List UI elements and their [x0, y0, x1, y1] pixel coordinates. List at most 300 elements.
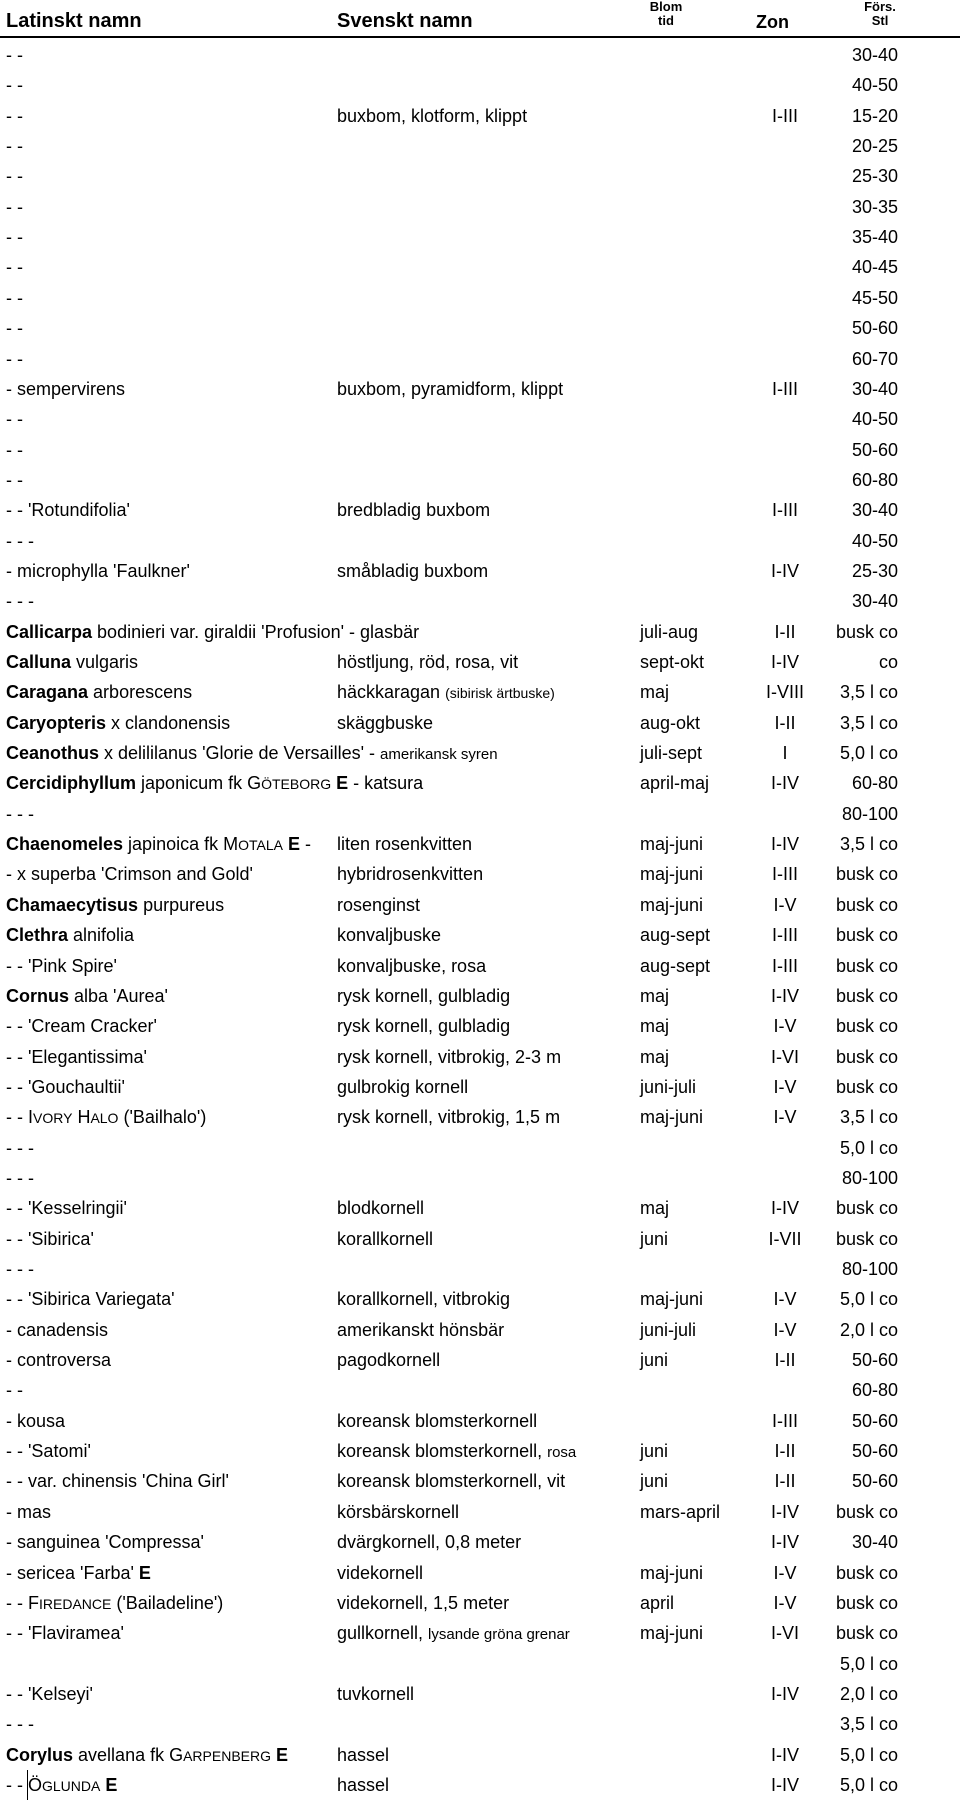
text-segment: - - - — [6, 591, 34, 612]
swedish-name-cell — [337, 1076, 468, 1098]
zone-cell: I-VI — [770, 1046, 799, 1067]
text-segment: - - - — [6, 1167, 34, 1188]
table-row — [0, 1072, 960, 1102]
table-row — [0, 495, 960, 525]
swedish-name-cell — [337, 1197, 424, 1219]
latin-name-cell — [6, 681, 192, 703]
text-segment: tuvkornell — [337, 1683, 415, 1704]
latin-name-cell — [6, 1379, 23, 1401]
size-cell: 40-50 — [851, 530, 898, 551]
size-cell: 3,5 l co — [839, 1714, 898, 1735]
text-segment: alnifolia — [68, 925, 135, 946]
latin-name-cell — [6, 1774, 117, 1797]
swedish-name-cell — [337, 1501, 459, 1523]
text-segment: - canadensis — [6, 1319, 109, 1340]
text-segment: - - 'Kesselringii' — [6, 1198, 127, 1219]
bloom-time-cell: maj — [640, 985, 670, 1006]
text-segment: - katsura — [348, 773, 424, 794]
zone-cell: I-V — [773, 894, 797, 915]
size-cell: busk co — [835, 1562, 898, 1583]
zone-cell: I-IV — [770, 652, 799, 672]
size-cell: 60-80 — [851, 773, 898, 794]
table-row — [0, 1375, 960, 1405]
size-cell: 60-70 — [851, 348, 898, 369]
text-segment: Chamaecytisus — [6, 894, 139, 915]
table-row — [0, 1497, 960, 1527]
table-row — [0, 556, 960, 586]
bloom-time-cell: aug-sept — [640, 955, 711, 976]
table-row — [0, 161, 960, 191]
size-cell: busk co — [835, 1016, 898, 1037]
bloom-time-cell: juni-juli — [640, 1076, 697, 1097]
latin-name-cell — [6, 924, 134, 946]
text-segment: Ceanothus — [6, 743, 100, 764]
zone-cell: I-V — [773, 1562, 797, 1583]
bloom-time-cell: maj — [640, 1016, 670, 1037]
text-segment: hassel — [337, 1774, 390, 1795]
latin-name-cell — [6, 196, 23, 218]
text-segment: hassel — [337, 1744, 390, 1765]
zone-cell: I-III — [772, 378, 798, 399]
text-segment: bodinieri var. giraldii 'Profusion' - glasbär — [92, 621, 420, 642]
text-segment: - - var. chinensis 'China Girl' — [6, 1471, 229, 1492]
text-segment: ÖTEBORG — [261, 776, 332, 793]
text-segment: - - — [6, 287, 23, 308]
text-segment: - - — [6, 105, 23, 126]
latin-name-cell — [6, 1562, 151, 1584]
text-segment: Clethra — [6, 925, 69, 946]
bloom-time-cell: juli-aug — [640, 621, 699, 642]
text-segment: korallkornell — [337, 1228, 434, 1249]
size-cell: busk co — [835, 985, 898, 1006]
text-segment: - - — [6, 257, 23, 278]
latin-name-cell — [6, 863, 253, 885]
swedish-name-cell — [337, 924, 441, 946]
latin-name-cell — [6, 469, 23, 491]
swedish-name-cell — [337, 105, 527, 127]
latin-name-cell — [6, 105, 23, 127]
swedish-name-cell — [337, 985, 510, 1007]
swedish-name-cell — [337, 1440, 576, 1464]
table-row — [0, 738, 960, 768]
text-segment: E — [105, 1774, 118, 1795]
zone-cell: I-VII — [768, 1228, 802, 1249]
swedish-name-cell — [337, 651, 518, 673]
size-cell: co — [878, 652, 898, 672]
size-cell: 40-50 — [851, 409, 898, 430]
table-row — [0, 951, 960, 981]
swedish-name-cell — [337, 1015, 510, 1037]
size-cell: 45-50 — [851, 287, 898, 308]
text-segment: x clandonensis — [106, 712, 231, 733]
zone-cell: I-V — [773, 1592, 797, 1613]
latin-name-cell — [6, 590, 34, 612]
zone-cell: I-IV — [770, 1744, 799, 1765]
size-cell: 5,0 l co — [839, 743, 898, 764]
size-cell: busk co — [835, 1501, 898, 1522]
latin-name-cell — [6, 1258, 34, 1280]
zone-cell: I-V — [773, 1016, 797, 1037]
zone-cell: I-IV — [770, 773, 799, 794]
table-row — [0, 677, 960, 707]
table-row — [0, 222, 960, 252]
table-row — [0, 1436, 960, 1466]
text-segment: arborescens — [88, 682, 193, 703]
text-segment: Cornus — [6, 985, 69, 1006]
table-row — [0, 1527, 960, 1557]
table-header — [0, 0, 960, 38]
latin-name-cell — [6, 1744, 288, 1767]
bloom-time-cell: aug-sept — [640, 925, 711, 946]
table-row — [0, 192, 960, 222]
header-bloom-line2: tid — [658, 13, 674, 28]
text-segment: - - 'Gouchaultii' — [6, 1076, 125, 1097]
swedish-name-cell — [337, 378, 563, 400]
zone-cell: I-III — [772, 864, 798, 885]
zone-cell: I-IV — [770, 1198, 799, 1219]
latin-name-cell — [6, 499, 130, 521]
bloom-time-cell: juni — [640, 1441, 669, 1462]
table-row — [0, 374, 960, 404]
text-segment: - controversa — [6, 1350, 112, 1371]
text-segment: - sanguinea 'Compressa' — [6, 1532, 204, 1553]
text-segment: rysk kornell, vitbrokig, 1,5 m — [337, 1107, 561, 1128]
table-row — [0, 1618, 960, 1648]
zone-cell: I-III — [772, 925, 798, 946]
size-cell: busk co — [835, 1076, 898, 1097]
text-segment: - — [300, 834, 312, 855]
swedish-name-cell — [337, 1622, 570, 1646]
text-segment: rysk kornell, vitbrokig, 2-3 m — [337, 1046, 562, 1067]
swedish-name-cell — [337, 1106, 560, 1128]
table-row — [0, 1588, 960, 1618]
table-row — [0, 1709, 960, 1739]
text-segment: - - 'Sibirica' — [6, 1228, 94, 1249]
swedish-name-cell — [337, 1288, 510, 1310]
text-segment: rysk kornell, gulbladig — [337, 985, 511, 1006]
text-segment: E — [138, 1562, 151, 1583]
text-segment: GLUNDA — [42, 1777, 101, 1794]
text-segment: - kousa — [6, 1410, 66, 1431]
latin-name-cell — [6, 1197, 127, 1219]
text-segment: vulgaris — [71, 652, 139, 672]
table-row — [0, 404, 960, 434]
text-segment: rosa — [547, 1444, 577, 1462]
size-cell: 2,0 l co — [839, 1683, 898, 1704]
size-cell: busk co — [835, 1046, 898, 1067]
text-segment: bredbladig buxbom — [337, 500, 491, 521]
text-segment: lysande gröna grenar — [428, 1626, 570, 1644]
bloom-time-cell: maj — [640, 1046, 670, 1067]
size-cell: 50-60 — [851, 1471, 898, 1492]
zone-cell: I-IV — [770, 1774, 799, 1795]
swedish-name-cell — [337, 1319, 504, 1341]
size-cell: busk co — [835, 894, 898, 915]
table-row — [0, 859, 960, 889]
table-row — [0, 920, 960, 950]
table-row — [0, 1163, 960, 1193]
text-segment: - - — [6, 45, 23, 65]
size-cell: 25-30 — [851, 560, 898, 581]
header-size-line2: Stl — [871, 13, 889, 28]
swedish-name-cell — [337, 1562, 423, 1584]
zone-cell: I-II — [774, 1350, 796, 1371]
table-row — [0, 799, 960, 829]
zone-cell: I-IV — [770, 1501, 799, 1522]
text-segment: IREDANCE — [39, 1595, 112, 1612]
latin-name-cell — [6, 1046, 147, 1068]
zone-cell: I-II — [774, 621, 796, 642]
swedish-name-cell — [337, 681, 555, 704]
text-segment: - - 'Sibirica Variegata' — [6, 1289, 175, 1310]
size-cell: 20-25 — [851, 136, 898, 157]
latin-name-cell — [6, 621, 419, 643]
text-segment: rysk kornell, gulbladig — [337, 1016, 511, 1037]
swedish-name-cell — [337, 1349, 440, 1371]
zone-cell: I-II — [774, 1441, 796, 1462]
size-cell: busk co — [835, 1623, 898, 1644]
latin-name-cell — [6, 256, 23, 278]
text-segment: - sempervirens — [6, 378, 126, 399]
text-segment: - - 'Elegantissima' — [6, 1046, 147, 1067]
swedish-name-cell — [337, 863, 483, 885]
table-row — [0, 1770, 960, 1800]
bloom-time-cell: maj — [640, 682, 670, 703]
size-cell: 30-40 — [851, 378, 898, 399]
size-cell: 3,5 l co — [839, 1107, 898, 1128]
latin-name-cell — [6, 1349, 111, 1371]
text-segment: koreansk blomsterkornell — [337, 1410, 538, 1431]
text-segment: x delililanus 'Glorie de Versailles' - — [99, 743, 381, 764]
text-segment: - - 'Kelseyi' — [6, 1683, 93, 1704]
size-cell: 3,5 l co — [839, 712, 898, 733]
size-cell: 40-45 — [851, 257, 898, 278]
size-cell: 50-60 — [851, 1410, 898, 1431]
size-cell: 2,0 l co — [839, 1319, 898, 1340]
latin-name-cell — [6, 378, 125, 400]
table-row — [0, 1558, 960, 1588]
swedish-name-cell — [337, 1228, 433, 1250]
zone-cell: I-V — [773, 1319, 797, 1340]
text-segment: Chaenomeles — [6, 834, 124, 855]
text-segment: - - — [6, 227, 23, 248]
table-row — [0, 981, 960, 1011]
swedish-name-cell — [337, 499, 490, 521]
text-segment: gullkornell, — [337, 1623, 429, 1644]
text-segment: - - — [6, 166, 23, 187]
bloom-time-cell: aug-okt — [640, 712, 701, 733]
table-row — [0, 40, 960, 70]
table-row — [0, 283, 960, 313]
text-segment: alba 'Aurea' — [69, 985, 168, 1006]
size-cell: 50-60 — [851, 318, 898, 339]
bloom-time-cell: april — [640, 1592, 675, 1613]
table-row — [0, 1224, 960, 1254]
table-row — [0, 1284, 960, 1314]
size-cell: 80-100 — [841, 1167, 898, 1188]
bloom-time-cell: maj-juni — [640, 894, 704, 915]
bloom-time-cell: mars-april — [640, 1501, 721, 1522]
size-cell: 80-100 — [841, 1259, 898, 1279]
swedish-name-cell — [337, 1744, 389, 1766]
bloom-time-cell: juli-sept — [640, 743, 703, 764]
text-segment: videkornell — [337, 1562, 424, 1583]
header-zone: Zon — [756, 12, 789, 32]
text-segment: - - F — [6, 1592, 39, 1613]
text-segment: skäggbuske — [337, 712, 434, 733]
swedish-name-cell — [337, 1683, 414, 1705]
table-row — [0, 1406, 960, 1436]
latin-name-cell — [6, 317, 23, 339]
size-cell: 35-40 — [851, 227, 898, 248]
size-cell: 3,5 l co — [839, 834, 898, 855]
size-cell: 5,0 l co — [839, 1137, 898, 1158]
text-segment: avellana fk G — [73, 1744, 184, 1765]
table-row — [0, 1102, 960, 1132]
text-segment: höstljung, röd, rosa, vit — [337, 652, 519, 672]
bloom-time-cell: sept-okt — [640, 652, 705, 672]
latin-name-cell — [6, 1713, 34, 1735]
size-cell: 30-35 — [851, 196, 898, 217]
zone-cell: I-IV — [770, 985, 799, 1006]
text-segment: ARPENBERG — [183, 1747, 272, 1764]
text-segment: - sericea 'Farba' — [6, 1562, 139, 1583]
size-cell: 40-50 — [851, 75, 898, 96]
zone-cell: I-III — [772, 500, 798, 521]
header-size-line1: Förs. — [864, 0, 896, 14]
swedish-name-cell — [337, 1410, 537, 1432]
size-cell: 50-60 — [851, 439, 898, 460]
text-segment: - - — [6, 348, 23, 369]
latin-name-cell — [6, 742, 498, 766]
size-cell: 25-30 — [851, 166, 898, 187]
latin-name-cell — [6, 985, 168, 1007]
size-cell: busk co — [835, 864, 898, 885]
swedish-name-cell — [337, 1774, 389, 1796]
swedish-name-cell — [337, 955, 486, 977]
bloom-time-cell: maj-juni — [640, 864, 704, 885]
text-segment: - - - — [6, 1259, 34, 1279]
text-segment: konvaljbuske, rosa — [337, 955, 487, 976]
table-row — [0, 344, 960, 374]
size-cell: 50-60 — [851, 1350, 898, 1371]
text-segment: - - — [6, 318, 23, 339]
table-row — [0, 1042, 960, 1072]
text-segment: - - — [6, 469, 23, 490]
latin-name-cell — [6, 135, 23, 157]
table-row — [0, 101, 960, 131]
zone-cell: I-V — [773, 1107, 797, 1128]
table-row — [0, 768, 960, 798]
text-segment: Caryopteris — [6, 712, 107, 733]
latin-name-cell — [6, 287, 23, 309]
zone-cell: I-V — [773, 1289, 797, 1310]
text-segment: Cercidiphyllum — [6, 773, 137, 794]
latin-name-cell — [6, 894, 224, 916]
table-row — [0, 526, 960, 556]
swedish-name-cell — [337, 1470, 565, 1492]
latin-name-cell — [6, 1228, 94, 1250]
bloom-time-cell: maj-juni — [640, 834, 704, 855]
text-segment: buxbom, pyramidform, klippt — [337, 378, 564, 399]
table-row — [0, 465, 960, 495]
text-segment: - - 'Pink Spire' — [6, 955, 117, 976]
text-segment: - mas — [6, 1501, 51, 1522]
text-segment: - microphylla 'Faulkner' — [6, 560, 190, 581]
size-cell: 30-40 — [851, 1532, 898, 1553]
bloom-time-cell: juni — [640, 1350, 669, 1371]
bloom-time-cell: juni — [640, 1471, 669, 1492]
zone-cell: I-III — [772, 1410, 798, 1431]
zone-cell: I-VIII — [765, 682, 804, 703]
latin-name-cell — [6, 44, 23, 66]
text-segment: japonicum fk G — [136, 773, 262, 794]
table-row — [0, 1679, 960, 1709]
text-segment: Caragana — [6, 682, 89, 703]
swedish-name-cell — [337, 560, 488, 582]
size-cell: busk co — [835, 925, 898, 946]
text-segment: ('Bailadeline') — [111, 1592, 224, 1613]
bloom-time-cell: april-maj — [640, 773, 710, 794]
table-row — [0, 1740, 960, 1770]
bloom-time-cell: maj-juni — [640, 1623, 704, 1644]
size-cell: 5,0 l co — [839, 1289, 898, 1310]
text-segment: VORY — [33, 1110, 73, 1127]
latin-name-cell — [6, 1683, 93, 1705]
text-segment: Callicarpa — [6, 621, 93, 642]
latin-name-cell — [6, 1592, 223, 1615]
text-segment: blodkornell — [337, 1198, 425, 1219]
table-row — [0, 70, 960, 100]
size-cell: 5,0 l co — [839, 1774, 898, 1795]
text-segment: liten rosenkvitten — [337, 834, 473, 855]
zone-cell: I-V — [773, 1076, 797, 1097]
latin-name-cell — [6, 803, 34, 825]
latin-name-cell — [6, 1015, 157, 1037]
latin-name-cell — [6, 955, 117, 977]
table-row — [0, 586, 960, 616]
latin-name-cell — [6, 1501, 51, 1523]
text-segment: korallkornell, vitbrokig — [337, 1289, 511, 1310]
size-cell: busk co — [835, 1198, 898, 1219]
bloom-time-cell: maj — [640, 1198, 670, 1219]
text-segment: - - — [6, 136, 23, 157]
text-segment: purpureus — [138, 894, 225, 915]
zone-cell: I-II — [774, 1471, 796, 1492]
table-row — [0, 1133, 960, 1163]
text-segment: japinoica fk M — [123, 834, 239, 855]
table-row — [0, 131, 960, 161]
size-cell: busk co — [835, 621, 898, 642]
bloom-time-cell: maj-juni — [640, 1107, 704, 1128]
size-cell: 50-60 — [851, 1441, 898, 1462]
table-row — [0, 1193, 960, 1223]
text-segment: E — [288, 834, 301, 855]
size-cell: busk co — [835, 1592, 898, 1613]
latin-name-cell — [6, 439, 23, 461]
size-cell: 15-20 — [851, 105, 898, 126]
text-segment: - x superba 'Crimson and Gold' — [6, 864, 253, 885]
text-segment: - - - — [6, 1714, 34, 1735]
text-segment: - - - — [6, 803, 34, 824]
text-segment: - - - — [6, 1137, 34, 1158]
zone-cell: I-IV — [770, 1532, 799, 1553]
latin-name-cell — [6, 1106, 206, 1129]
text-segment: (sibirisk ärtbuske) — [445, 685, 555, 702]
header-size — [860, 0, 900, 28]
header-bloom — [648, 0, 684, 28]
zone-cell: I-VI — [770, 1623, 799, 1644]
